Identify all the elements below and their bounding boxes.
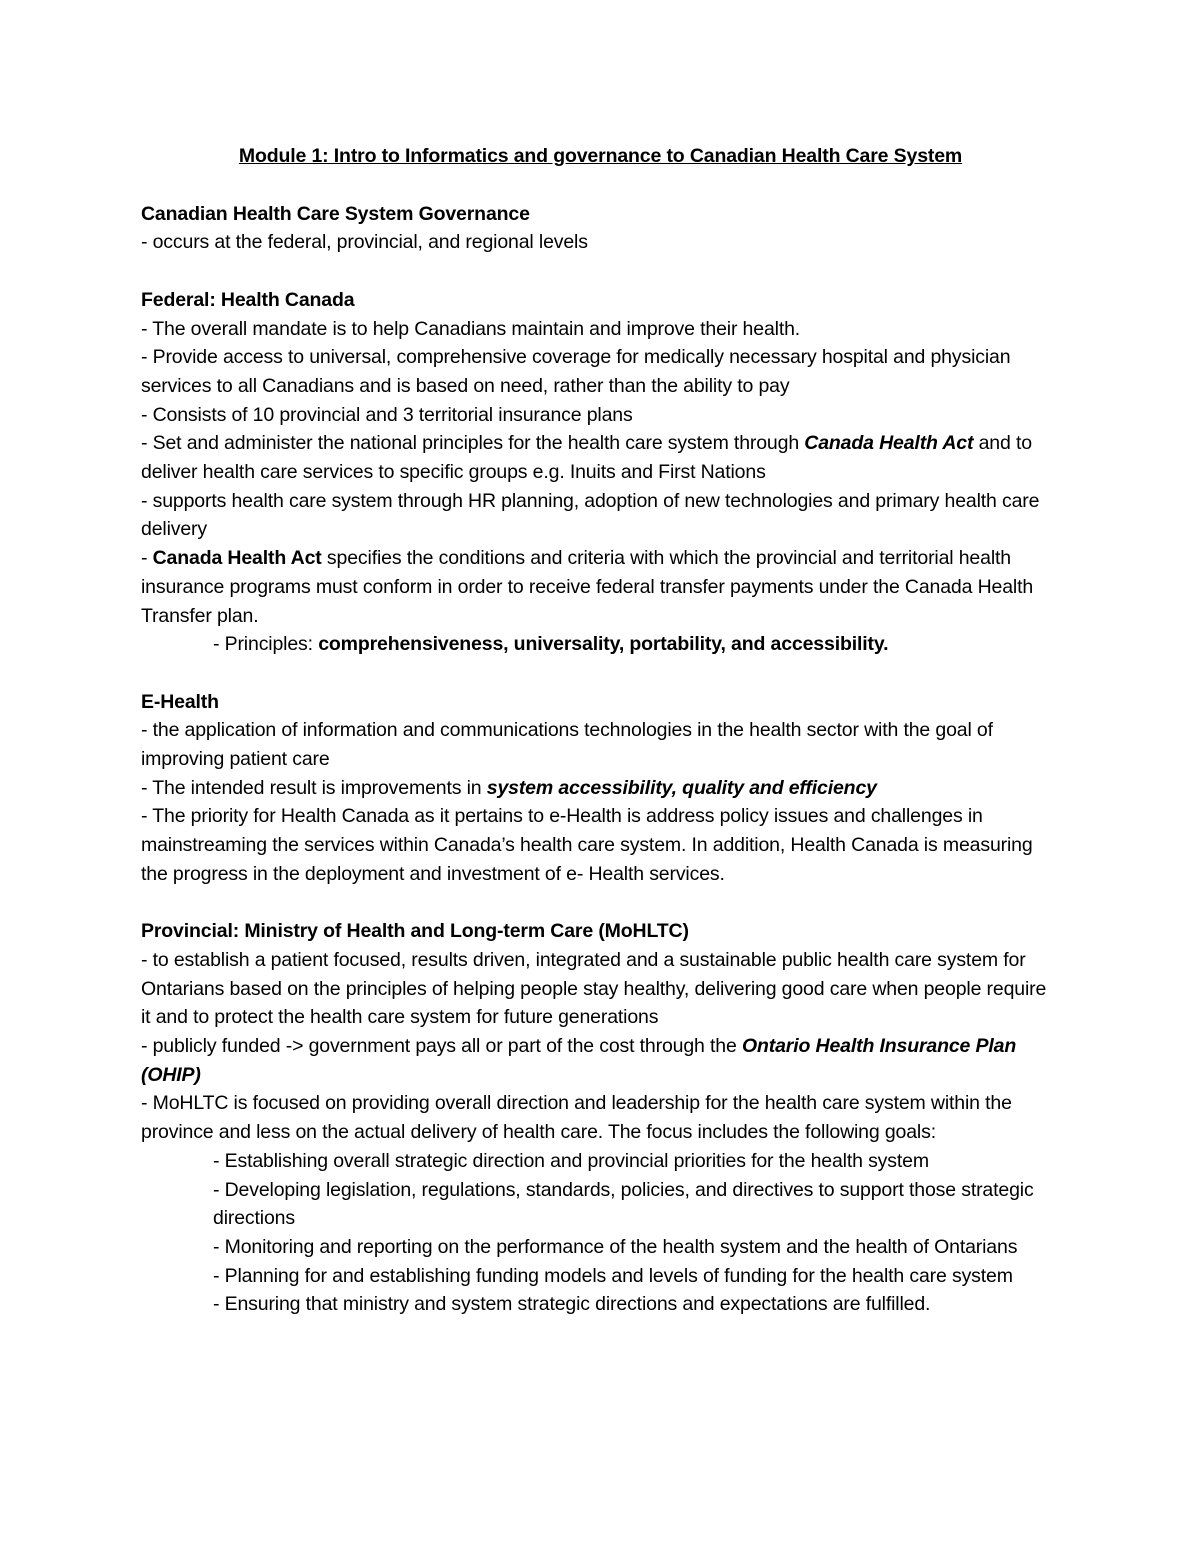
federal-bullet: - Consists of 10 provincial and 3 territorial insurance plans	[141, 403, 633, 426]
goal-item: - Developing legislation, regulations, standards, policies, and directives to support those strategic directions	[213, 1178, 1034, 1230]
goal-item: - Establishing overall strategic direction and provincial priorities for the health system	[213, 1149, 929, 1172]
bold-text: comprehensiveness, universality, portability, and accessibility.	[318, 633, 889, 656]
goal-item: - Ensuring that ministry and system strategic directions and expectations are fulfilled.	[213, 1293, 931, 1316]
provincial-bullet	[141, 1032, 1060, 1089]
text-run: - publicly funded -> government pays all or part of the cost through the	[141, 1035, 742, 1058]
emphasis-text: Canada Health Act	[804, 432, 974, 455]
text-run: - Principles:	[213, 633, 319, 656]
provincial-bullet: - to establish a patient focused, results driven, integrated and a sustainable public health care system for Ontarians based on the principles of helping people stay healthy, delivering good care when people require it and to protect the health care system for future generations	[141, 948, 1047, 1029]
federal-bullet: - Provide access to universal, comprehensive coverage for medically necessary hospital and physician services to all Canadians and is based on need, rather than the ability to pay	[141, 346, 1011, 397]
federal-bullet	[141, 544, 1060, 630]
ehealth-bullet: - the application of information and communications technologies in the health sector with the goal of improving patient care	[141, 719, 993, 771]
federal-bullet: - The overall mandate is to help Canadians maintain and improve their health.	[141, 317, 801, 340]
page-title: Module 1: Intro to Informatics and governance to Canadian Health Care System	[238, 145, 963, 167]
bold-text: Canada Health Act	[152, 547, 322, 570]
ehealth-bullet	[141, 774, 1060, 803]
ehealth-bullet: - The priority for Health Canada as it pertains to e-Health is address policy issues and challenges in mainstreaming the services within Canada’s health care system. In addition, Health Canada is measuring the progress in the deployment and investment of e- Health services.	[141, 805, 1033, 885]
federal-bullet	[141, 429, 1060, 486]
federal-bullet: - supports health care system through HR planning, adoption of new technologies and primary health care delivery	[141, 489, 1040, 541]
text-run: specifies the conditions and criteria with which the provincial and territorial health insurance programs must conform in order to receive federal transfer payments under the Canada Health Transfer plan.	[141, 547, 1034, 627]
principles-line	[141, 630, 1060, 659]
text-run: - The intended result is improvements in	[141, 776, 487, 799]
governance-line: - occurs at the federal, provincial, and regional levels	[141, 231, 588, 254]
emphasis-text: system accessibility, quality and efficiency	[486, 776, 877, 799]
provincial-heading: Provincial: Ministry of Health and Long-term Care (MoHLTC)	[141, 920, 689, 943]
text-run: and to deliver health care services to specific groups e.g. Inuits and First Nations	[141, 432, 1032, 484]
spacer	[141, 659, 1060, 688]
spacer	[141, 257, 1060, 286]
provincial-bullet: - MoHLTC is focused on providing overall direction and leadership for the health care system within the province and less on the actual delivery of health care. The focus includes the following goals:	[141, 1092, 1012, 1144]
goal-item: - Monitoring and reporting on the performance of the health system and the health of Ontarians	[213, 1235, 1018, 1258]
ehealth-heading: E-Health	[141, 690, 219, 713]
goal-item: - Planning for and establishing funding models and levels of funding for the health care system	[213, 1264, 1013, 1287]
emphasis-text: Ontario Health Insurance Plan (OHIP)	[141, 1035, 1017, 1086]
spacer	[141, 889, 1060, 918]
text-run: - Set and administer the national principles for the health care system through	[141, 432, 805, 455]
federal-heading: Federal: Health Canada	[141, 288, 355, 311]
governance-heading: Canadian Health Care System Governance	[141, 202, 530, 225]
text-run: -	[141, 547, 153, 570]
